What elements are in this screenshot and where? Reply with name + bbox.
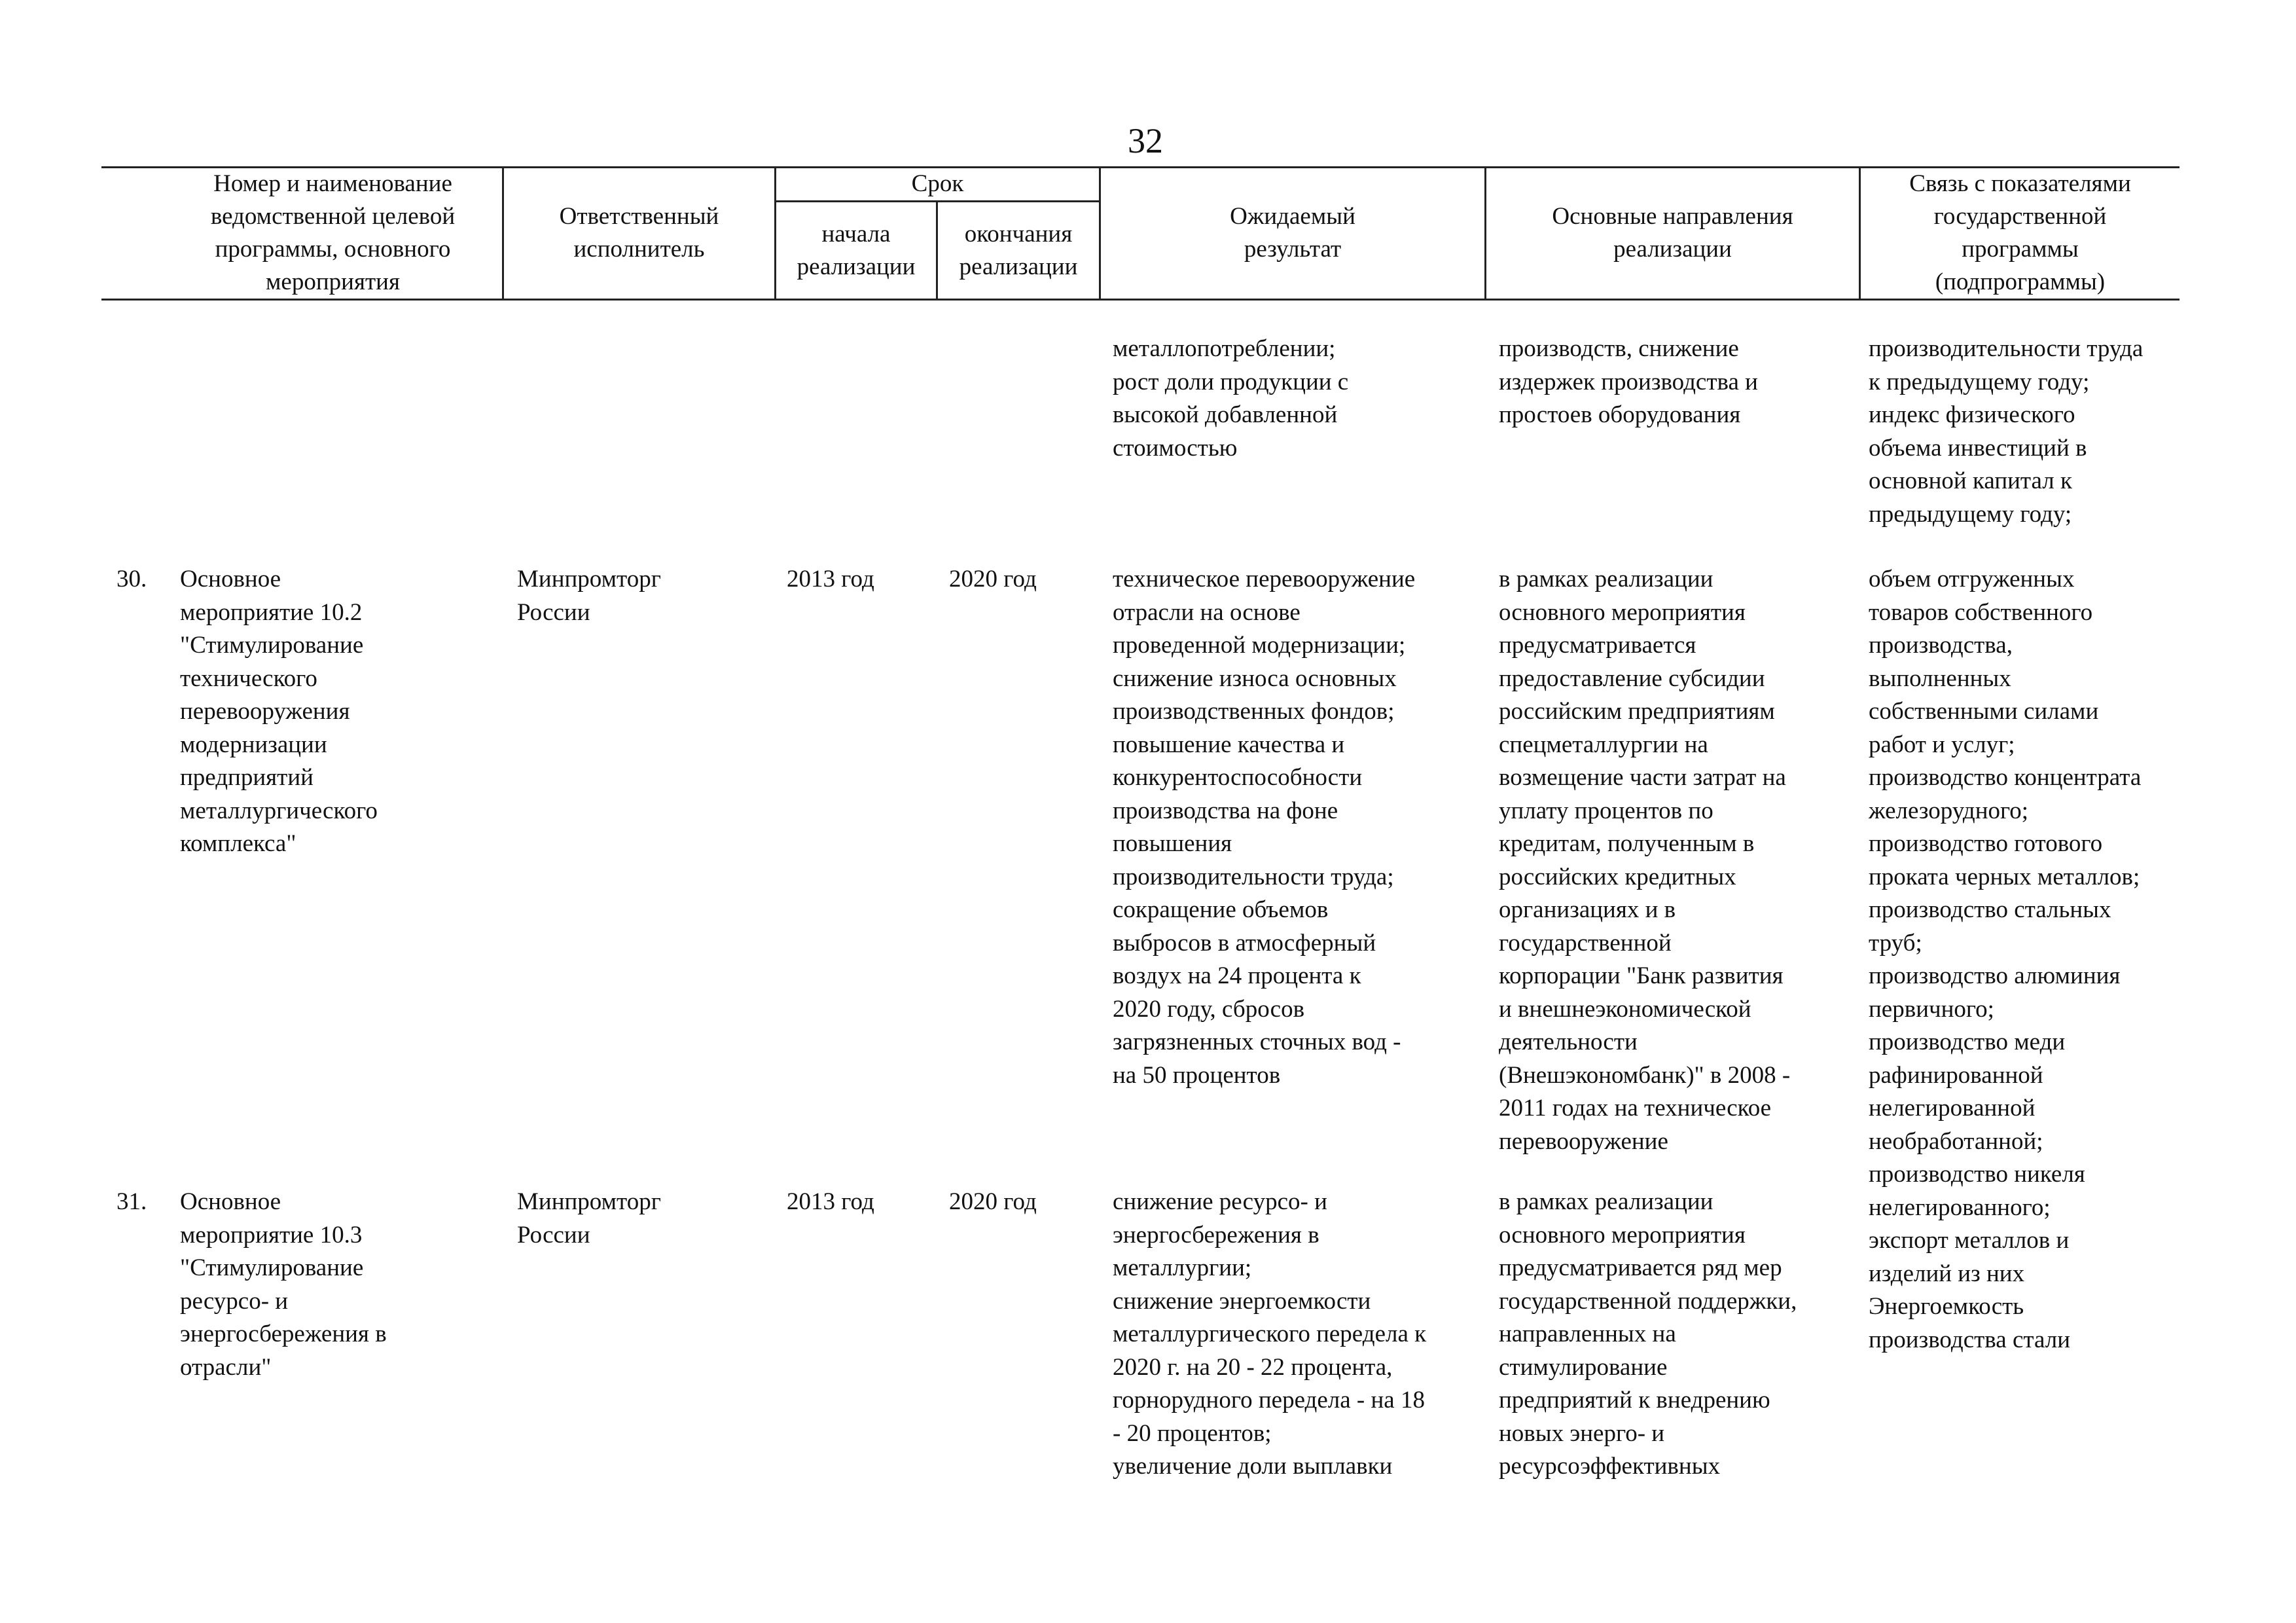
table-row-program-name: Основное мероприятие 10.3 "Стимулирование ресурсо- и энергосбережения в отрасли" [180, 1188, 387, 1381]
table-row-directions: в рамках реализации основного мероприятия предусматривается предоставление субсидии российским предприятиям спецметаллургии на возмещение части затрат на уплату процентов по кредитам, полученным в российских кредитных организациях и в государственной корпорации "Банк развития и внешнеэкономической деятельности (Внешэкономбанк)" в 2008 - 2011 годах на техническое перевооружение [1499, 566, 1791, 1155]
table-row-number: 31. [117, 1188, 147, 1215]
header-term: Срок [911, 170, 964, 197]
table-row-result: техническое перевооружение отрасли на основе проведенной модернизации; снижение износа основных производственных фондов; повышение качества и конкурентоспособности производства на фоне повышения производительности труда; сокращение объемов выбросов в атмосферный воздух на 24 процента к 2020 году, сбросов загрязненных сточных вод - на 50 процентов [1113, 566, 1416, 1089]
table-row-executor: Минпромторг России [517, 566, 661, 626]
table-header-bottom-rule [101, 299, 2179, 301]
header-executor: Ответственный исполнитель [559, 203, 719, 263]
table-row-start: 2013 год [787, 566, 874, 593]
table-row-end: 2020 год [949, 566, 1037, 593]
table-row-program-name: Основное мероприятие 10.2 "Стимулирование технического перевооружения модернизации предприятий металлургического комплекса" [180, 566, 378, 857]
table-row-directions: в рамках реализации основного мероприятия предусматривается ряд мер государственной поддержки, направленных на стимулирование предприятий к внедрению новых энерго- и ресурсоэффективных [1499, 1188, 1797, 1480]
table-row-indicators: объем отгруженных товаров собственного производства, выполненных собственными силами работ и услуг; производство концентрата железорудного; производство готового проката черных металлов; производство стальных труб; производство алюминия первичного; производство меди рафинированной нелегированной необработанной; производство никеля нелегированного; экспорт металлов и изделий из них Энергоемкость производства стали [1869, 566, 2142, 1353]
page-number: 32 [1128, 121, 1163, 160]
table-row-end: 2020 год [949, 1188, 1037, 1215]
continuation-indicators: производительности труда к предыдущему году; индекс физического объема инвестиций в основной капитал к предыдущему году; [1869, 335, 2144, 528]
table-row-number: 30. [117, 566, 147, 593]
header-indicators: Связь с показателями государственной программы (подпрограммы) [1909, 170, 2131, 295]
header-program-name: Номер и наименование ведомственной целевой программы, основного мероприятия [210, 170, 456, 295]
table-row-result: снижение ресурсо- и энергосбережения в металлургии; снижение энергоемкости металлургического передела к 2020 г. на 20 - 22 процента, горнорудного передела - на 18 - 20 процентов; увеличение доли выплавки [1113, 1188, 1427, 1480]
header-end: окончания реализации [959, 220, 1078, 280]
header-directions: Основные направления реализации [1552, 203, 1793, 263]
header-expected-result: Ожидаемый результат [1230, 203, 1355, 263]
continuation-result: металлопотреблении; рост доли продукции с высокой добавленной стоимостью [1113, 335, 1349, 462]
table-row-executor: Минпромторг России [517, 1188, 661, 1249]
header-start: начала реализации [797, 220, 916, 280]
continuation-directions: производств, снижение издержек производства и простоев оборудования [1499, 335, 1758, 428]
table-row-start: 2013 год [787, 1188, 874, 1215]
